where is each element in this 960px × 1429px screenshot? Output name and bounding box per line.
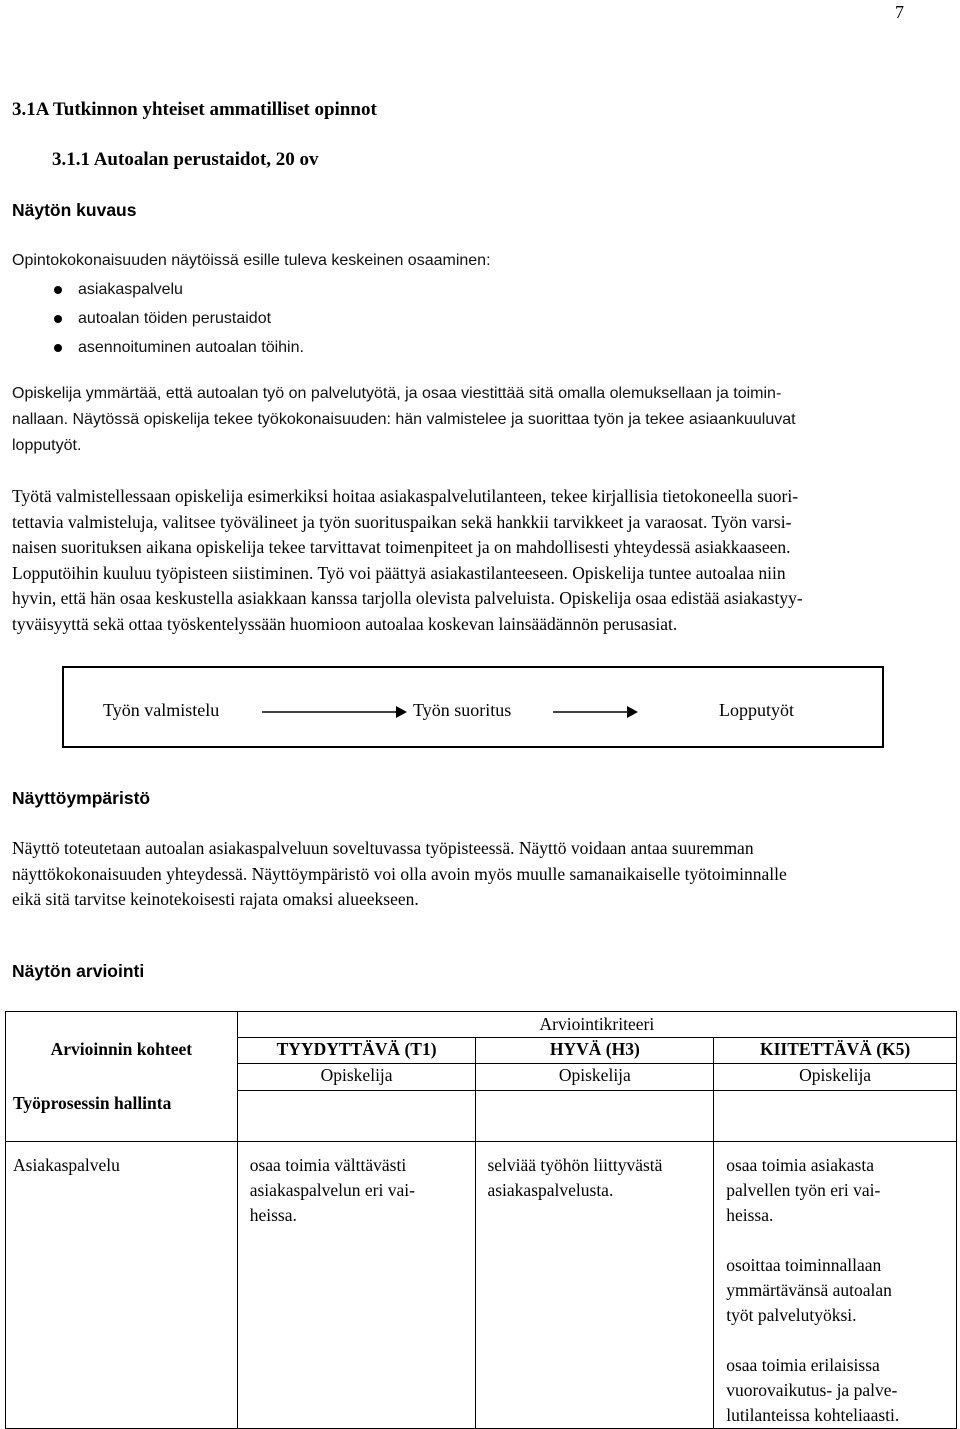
flow-step-preparation: Työn valmistelu [103,700,220,720]
student-label: Opiskelija [714,1064,957,1091]
environment-heading: Näyttöympäristö [12,788,151,808]
description-heading: Näytön kuvaus [12,200,137,220]
section-label: Työprosessin hallinta [6,1091,238,1142]
paragraph-environment: Näyttö toteutetaan autoalan asiakaspalveluun soveltuvassa työpisteessä. Näyttö voidaan antaa suuremman näyttökokonaisuuden yhteydessä. Näyttöympäristö voi olla avoin myös muulle samanaikaiselle työtoiminnalle eikä sitä tarvitse keinotekoisesti rajata omaksi alueekseen. [12,838,787,909]
intro-line: Opintokokonaisuuden näytöissä esille tuleva keskeinen osaaminen: [12,252,491,269]
student-label: Opiskelija [237,1064,476,1091]
paragraph-work-steps: Työtä valmistellessaan opiskelija esimerkiksi hoitaa asiakaspalvelutilanteen, tekee kirjallisia tietokoneella suori- tettavia valmisteluja, valitsee työvälineet ja työn suorituspaikan sekä hankkii tarvikkeet ja varaosat. Työn varsi- naisen suorituksen aikana opiskelija tekee tarvittavat toimenpiteet ja on mahdollisesti yhteydessä asiakkaaseen. Lopputöihin kuuluu työpisteen siistiminen. Työ voi päättyä asiakastilanteeseen. Opiskelija tuntee autoalaa niin hyvin, että hän osaa keskustella asiakkaan kanssa tarjolla olevista palveluista. Opiskelija osaa edistää asiakastyy- tyväisyyttä sekä ottaa työskentelyssään huomioon autoalaa koskevan lainsäädännön perusasiat. [12,486,803,634]
page-number: 7 [895,2,904,22]
assessment-table [5,1011,957,1429]
subsection-title: 3.1.1 Autoalan perustaidot, 20 ov [52,149,319,170]
level-t1-header: TYYDYTTÄVÄ (T1) [237,1038,476,1064]
flow-step-final-work: Lopputyöt [719,700,794,720]
cell-h3: selviää työhön liittyvästä asiakaspalvelusta. [476,1142,714,1429]
list-item: asennoituminen autoalan töihin. [12,335,612,364]
flow-step-execution: Työn suoritus [413,700,512,720]
list-item: asiakaspalvelu [12,277,612,306]
list-item: autoalan töiden perustaidot [12,306,612,335]
cell-k5: osaa toimia asiakasta palvellen työn eri vai- heissa. osoittaa toiminnallaan ymmärtävänsä autoalan työt palvelutyöksi. osaa toimia erilaisissa vuorovaikutus- ja palve- lutilanteissa kohteliaasti. [714,1142,957,1429]
paragraph-understanding: Opiskelija ymmärtää, että autoalan työ on palvelutyötä, ja osaa viestittää sitä omalla olemuksellaan ja toimin- nallaan. Näytössä opiskelija tekee työkokonaisuuden: hän valmistelee ja suorittaa työn ja tekee asiaankuuluvat lopputyöt. [12,385,796,454]
arrowhead-icon [627,706,638,718]
section-title: 3.1A Tutkinnon yhteiset ammatilliset opinnot [12,99,377,120]
cell-t1: osaa toimia välttävästi asiakaspalvelun eri vai- heissa. [237,1142,476,1429]
targets-header: Arvioinnin kohteet [6,1038,238,1064]
row-label: Asiakaspalvelu [6,1142,238,1429]
assessment-heading: Näytön arviointi [12,961,145,981]
level-k5-header: KIITETTÄVÄ (K5) [714,1038,957,1064]
level-h3-header: HYVÄ (H3) [476,1038,714,1064]
criteria-header: Arviointikriteeri [237,1012,956,1038]
arrowhead-icon [396,706,407,718]
student-label: Opiskelija [476,1064,714,1091]
